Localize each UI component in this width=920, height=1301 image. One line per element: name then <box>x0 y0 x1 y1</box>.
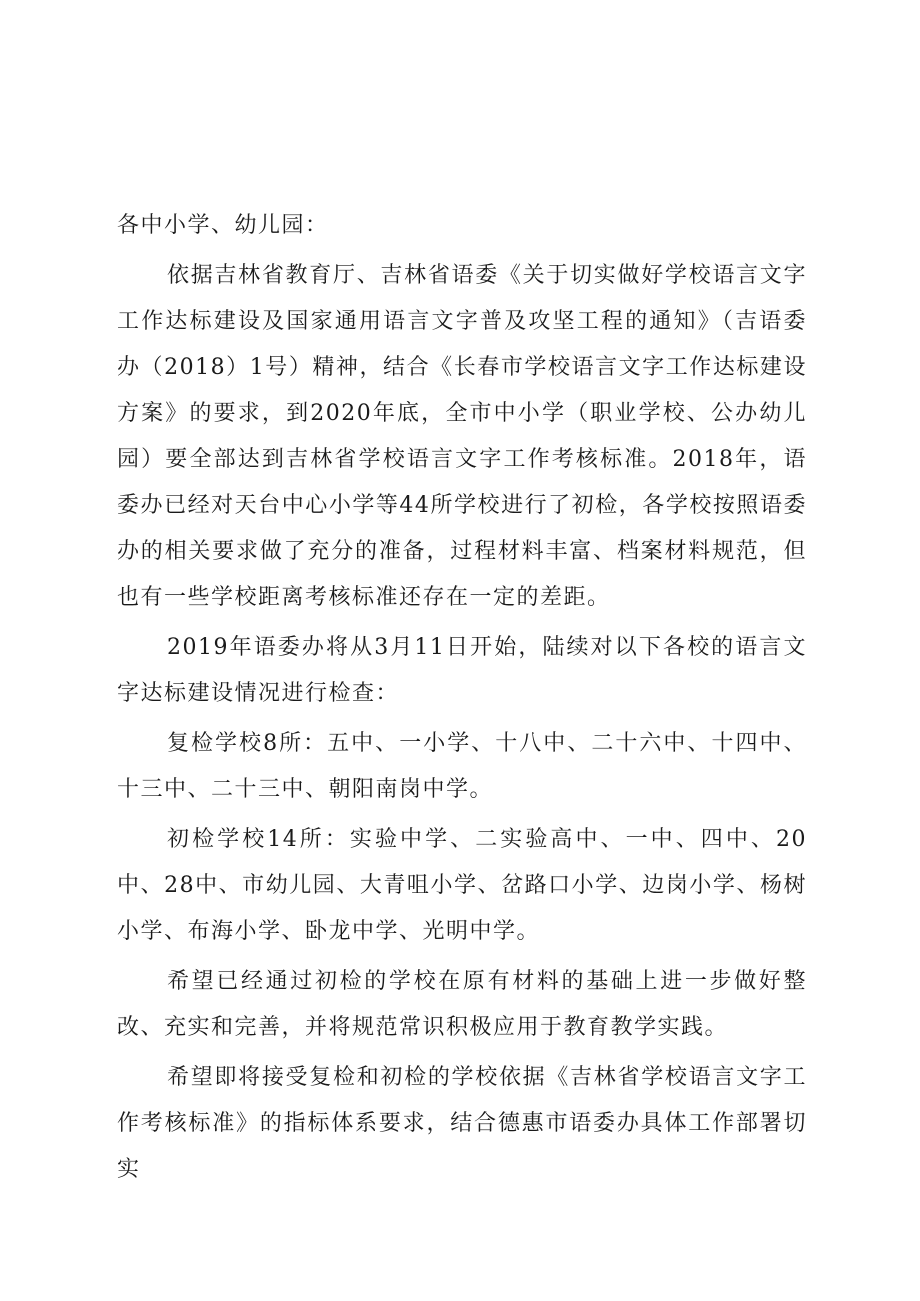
paragraph-inspection-plan: 2019年语委办将从3月11日开始，陆续对以下各校的语言文字达标建设情况进行检查： <box>117 635 807 706</box>
paragraph-basis: 依据吉林省教育厅、吉林省语委《关于切实做好学校语言文字工作达标建设及国家通用语言文字普及攻坚工程的通知》（吉语委办（2018）1号）精神，结合《长春市学校语言文字工作达标建设方案》的要求，到2020年底，全市中小学（职业学校、公办幼儿园）要全部达到吉林省学校语言文字工作考核标准。2018年，语委办已经对天台中心小学等44所学校进行了初检，各学校按照语委办的相关要求做了充分的准备，过程材料丰富、档案材料规范，但也有一些学校距离考核标准还存在一定的差距。 <box>117 263 807 610</box>
document-body <box>117 203 807 1197</box>
paragraph-recheck-schools: 复检学校8所：五中、一小学、十八中、二十六中、十四中、十三中、二十三中、朝阳南岗中学。 <box>117 731 807 802</box>
paragraph-passed-schools: 希望已经通过初检的学校在原有材料的基础上进一步做好整改、充实和完善，并将规范常识积极应用于教育教学实践。 <box>117 969 807 1040</box>
salutation: 各中小学、幼儿园： <box>117 213 329 238</box>
paragraph-upcoming-schools: 希望即将接受复检和初检的学校依据《吉林省学校语言文字工作考核标准》的指标体系要求，结合德惠市语委办具体工作部署切实 <box>117 1065 807 1182</box>
paragraph-initial-check-schools: 初检学校14所：实验中学、二实验高中、一中、四中、20中、28中、市幼儿园、大青咀小学、岔路口小学、边岗小学、杨树小学、布海小学、卧龙中学、光明中学。 <box>117 827 807 944</box>
